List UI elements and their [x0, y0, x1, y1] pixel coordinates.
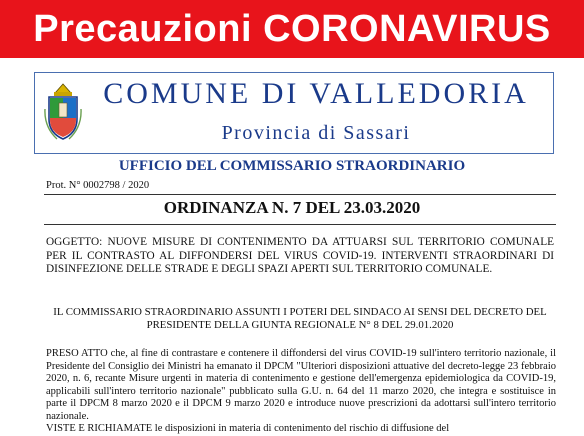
viste-text: le disposizioni in materia di contenimento del rischio di diffusione del	[152, 423, 450, 434]
subject-paragraph: OGGETTO: NUOVE MISURE DI CONTENIMENTO DA ATTUARSI SUL TERRITORIO COMUNALE PER IL CONTRASTO AL DIFFONDERSI DEL VIRUS COVID-19. INTERVENTI STRAORDINARI DI DISINFEZIONE DELLE STRADE E DEGLI SPAZI APERTI SUL TERRITORIO COMUNALE.	[46, 236, 554, 276]
headline-banner: Precauzioni CORONAVIRUS	[0, 0, 584, 58]
comune-title: COMUNE DI VALLEDORIA	[103, 77, 529, 110]
divider-bottom	[44, 224, 556, 225]
provincia-subtitle: Provincia di Sassari	[221, 122, 411, 144]
coat-of-arms-icon	[43, 79, 83, 143]
municipal-letterhead	[34, 72, 554, 154]
viste-label: VISTE E RICHIAMATE	[46, 423, 153, 434]
preso-atto-label: PRESO ATTO	[46, 348, 108, 359]
ordinance-title: ORDINANZA N. 7 DEL 23.03.2020	[163, 198, 421, 217]
preso-atto-text: che, al fine di contrastare e contenere il diffondersi del virus COVID-19 sull'intero territorio nazionale, il Presidente del Consiglio dei Ministri ha emanato il DPCM "Ulteriori disposizioni attuative del decreto-legge 23 febbraio 2020, n. 6, recante Misure urgenti in materia di contenimento e gestione dell'emergenza epidemiologica da COVID-19, applicabili sull'intero territorio nazionale" pubblicato sulla G.U. n. 64 del 11 marzo 2020, che integra e sostituisce in parte il DPCM 8 marzo 2020 e il DPCM 9 marzo 2020 e introduce nuove prescrizioni da adottarsi sull'intero territorio nazionale.	[46, 348, 556, 422]
commissioner-preamble: IL COMMISSARIO STRAORDINARIO ASSUNTI I POTERI DEL SINDACO AI SENSI DEL DECRETO DEL PRESIDENTE DELLA GIUNTA REGIONALE N° 8 DEL 29.01.2020	[53, 306, 547, 332]
ordinance-body	[46, 348, 556, 436]
protocol-number: Prot. N° 0002798 / 2020	[46, 180, 150, 191]
office-heading: UFFICIO DEL COMMISSARIO STRAORDINARIO	[118, 158, 466, 174]
divider-top	[44, 194, 556, 195]
